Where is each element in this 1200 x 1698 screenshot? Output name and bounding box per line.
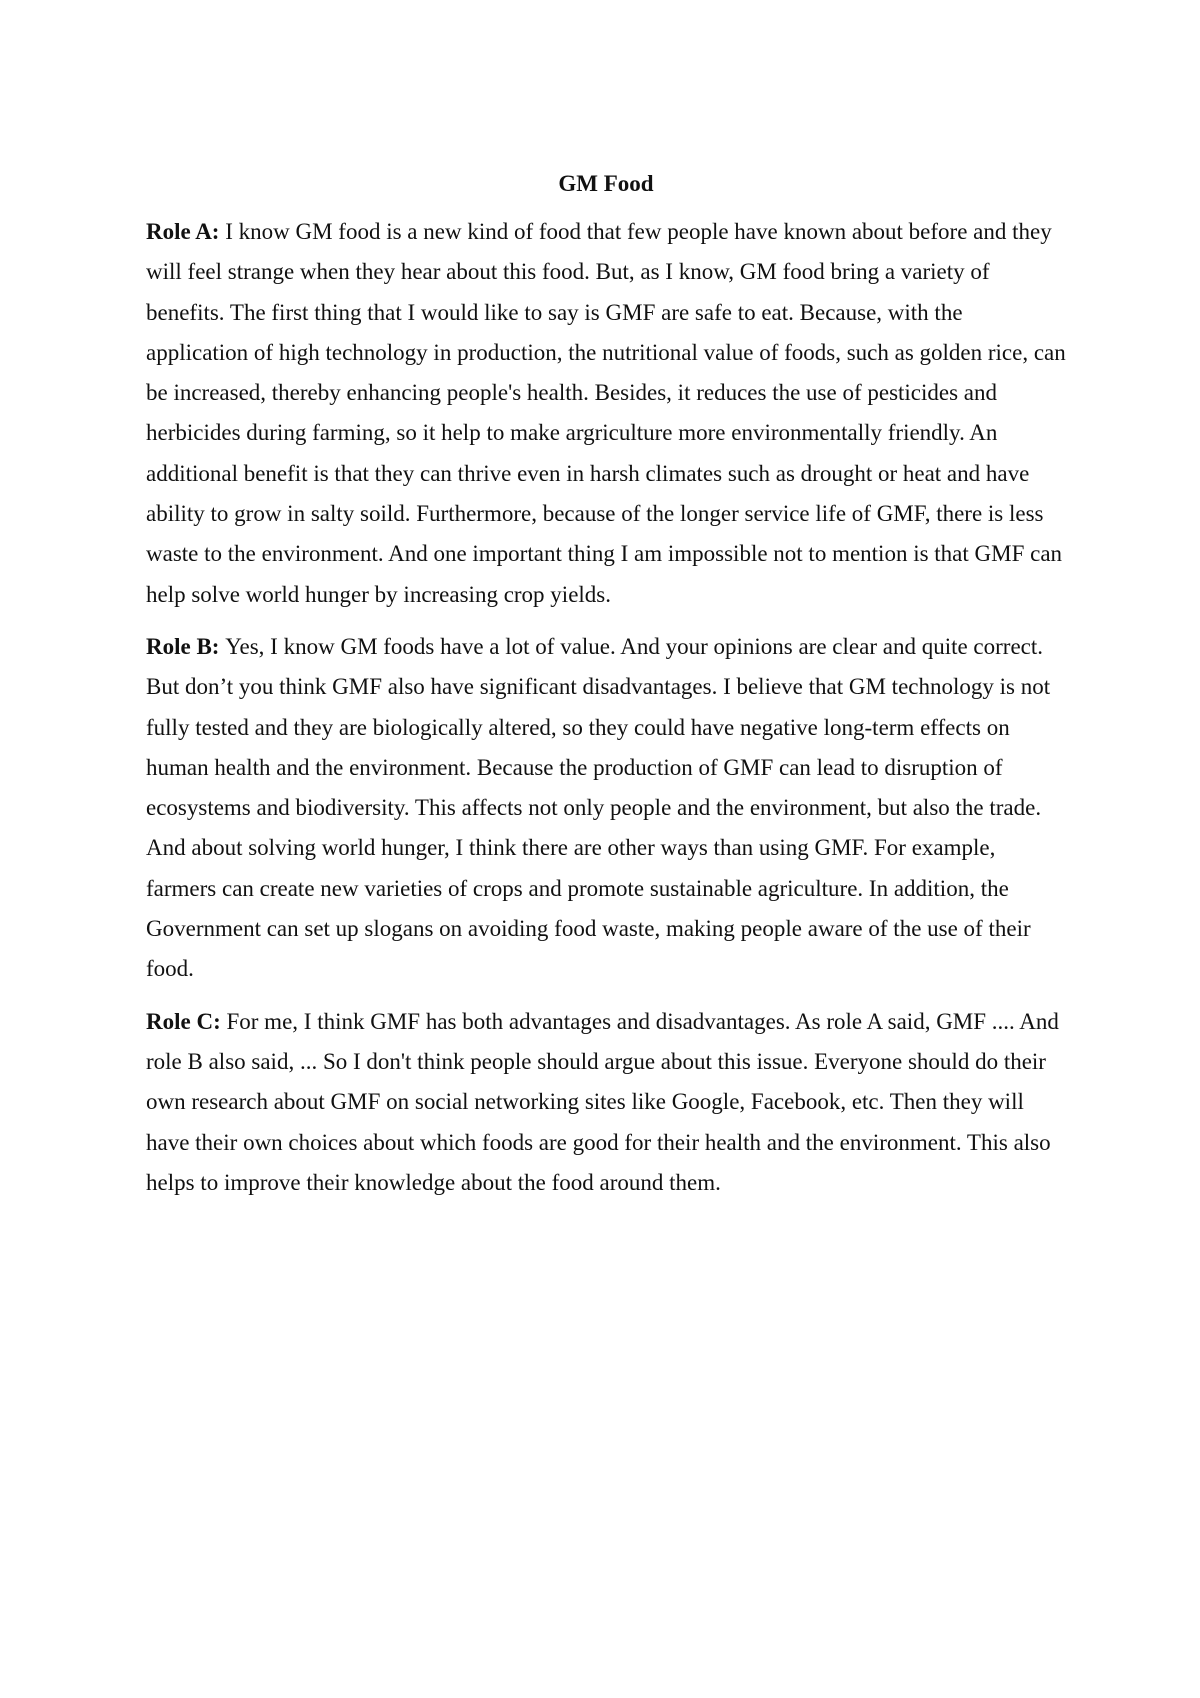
role-b-label: Role B: — [146, 633, 226, 659]
role-a-label: Role A: — [146, 219, 226, 244]
role-c-label: Role C: — [146, 1008, 227, 1034]
role-c-text: For me, I think GMF has both advantages and disadvantages. As role A said, GMF .... And role B also said, ... So I don't think people should argue about this issue. Everyone should do their own research about GMF on social networking sites like Google, Facebook, etc. Then they will have their own choices about which foods are good for their health and the environment. This also helps to improve their knowledge about the food around them. — [146, 1008, 1059, 1195]
document-title: GM Food — [558, 171, 654, 196]
role-b-text: Yes, I know GM foods have a lot of value. And your opinions are clear and quite correct. But don’t you think GMF also have significant disadvantages. I believe that GM technology is not fully tested and they are biologically altered, so they could have negative long-term effects on human health and the environment. Because the production of GMF can lead to disruption of ecosystems and biodiversity. This affects not only people and the environment, but also the trade. And about solving world hunger, I think there are other ways than using GMF. For example, farmers can create new varieties of crops and promote sustainable agriculture. In addition, the Government can set up slogans on avoiding food waste, making people aware of the use of their food. — [146, 633, 1051, 982]
paragraph-role-c — [146, 1002, 1066, 1203]
paragraph-role-a — [146, 212, 1066, 615]
document-body — [146, 164, 1066, 1215]
role-a-text: I know GM food is a new kind of food that few people have known about before and they will feel strange when they hear about this food. But, as I know, GM food bring a variety of benefits. The first thing that I would like to say is GMF are safe to eat. Because, with the application of high technology in production, the nutritional value of foods, such as golden rice, can be increased, thereby enhancing people's health. Besides, it reduces the use of pesticides and herbicides during farming, so it help to make argriculture more environmentally friendly. An additional benefit is that they can thrive even in harsh climates such as drought or heat and have ability to grow in salty soild. Furthermore, because of the longer service life of GMF, there is less waste to the environment. And one important thing I am impossible not to mention is that GMF can help solve world hunger by increasing crop yields. — [146, 219, 1066, 607]
paragraph-role-b — [146, 627, 1066, 990]
